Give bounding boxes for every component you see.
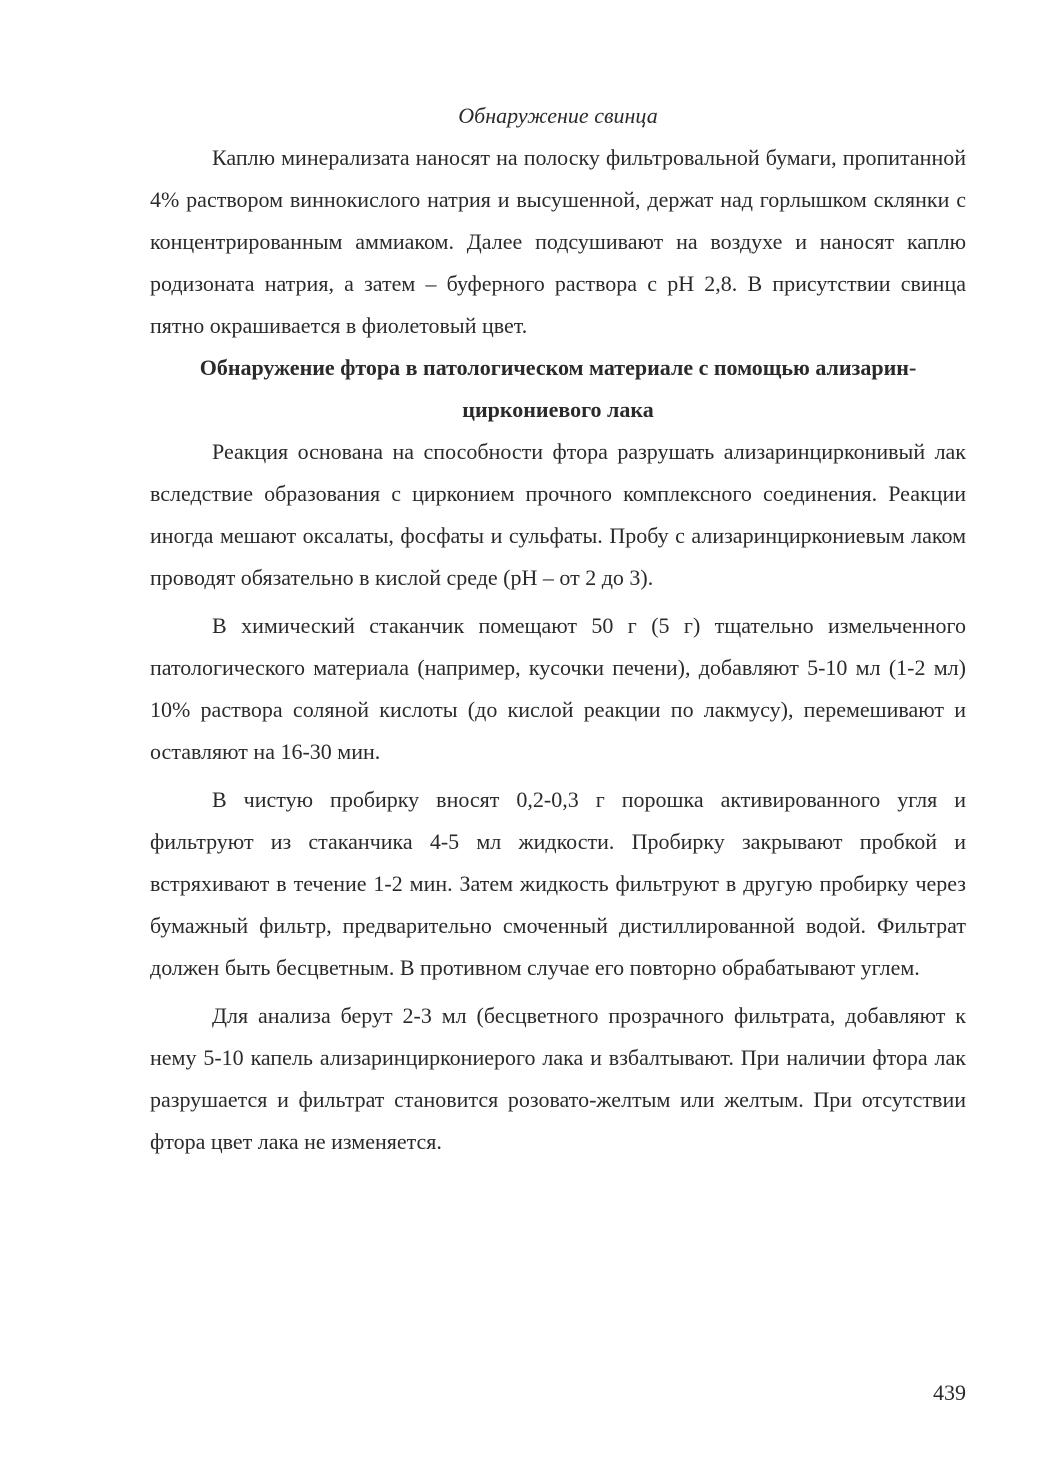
paragraph-lead-detection: Каплю минерализата наносят на полоску фильтровальной бумаги, пропитанной 4% раствором виннокислого натрия и высушенной, держат над горлышком склянки с концентрированным аммиаком. Далее подсушивают на воздухе и наносят каплю родизоната натрия, а затем – буферного раствора с рН 2,8. В присутствии свинца пятно окрашивается в фиолетовый цвет. [150, 145, 966, 338]
section-title-lead-detection: Обнаружение свинца [458, 103, 658, 128]
paragraph-filtration: В чистую пробирку вносят 0,2-0,3 г порошка активированного угля и фильтруют из стаканчика 4-5 мл жидкости. Пробирку закрывают пробкой и встряхивают в течение 1-2 мин. Затем жидкость фильтруют в другую пробирку через бумажный фильтр, предварительно смоченный дистиллированной водой. Фильтрат должен быть бесцветным. В противном случае его повторно обрабатывают углем. [150, 787, 966, 980]
paragraph-analysis: Для анализа берут 2-3 мл (бесцветного прозрачного фильтрата, добавляют к нему 5-10 капель ализаринциркониерого лака и взбалтывают. При наличии фтора лак разрушается и фильтрат становится розовато-желтым или желтым. При отсутствии фтора цвет лака не изменяется. [150, 1003, 966, 1154]
section-title-fluorine-detection: Обнаружение фтора в патологическом материале с помощью ализаринциркониевого лака [199, 355, 917, 422]
page-number: 439 [933, 1380, 966, 1405]
paragraph-reaction-basis: Реакция основана на способности фтора разрушать ализаринцирконивый лак вследствие образования с цирконием прочного комплексного соединения. Реакции иногда мешают оксалаты, фосфаты и сульфаты. Пробу с ализаринциркониевым лаком проводят обязательно в кислой среде (рН – от 2 до 3). [150, 439, 966, 590]
page-body [150, 95, 966, 1163]
paragraph-sample-preparation: В химический стаканчик помещают 50 г (5 г) тщательно измельченного патологического материала (например, кусочки печени), добавляют 5-10 мл (1-2 мл) 10% раствора соляной кислоты (до кислой реакции по лакмусу), перемешивают и оставляют на 16-30 мин. [150, 613, 966, 764]
